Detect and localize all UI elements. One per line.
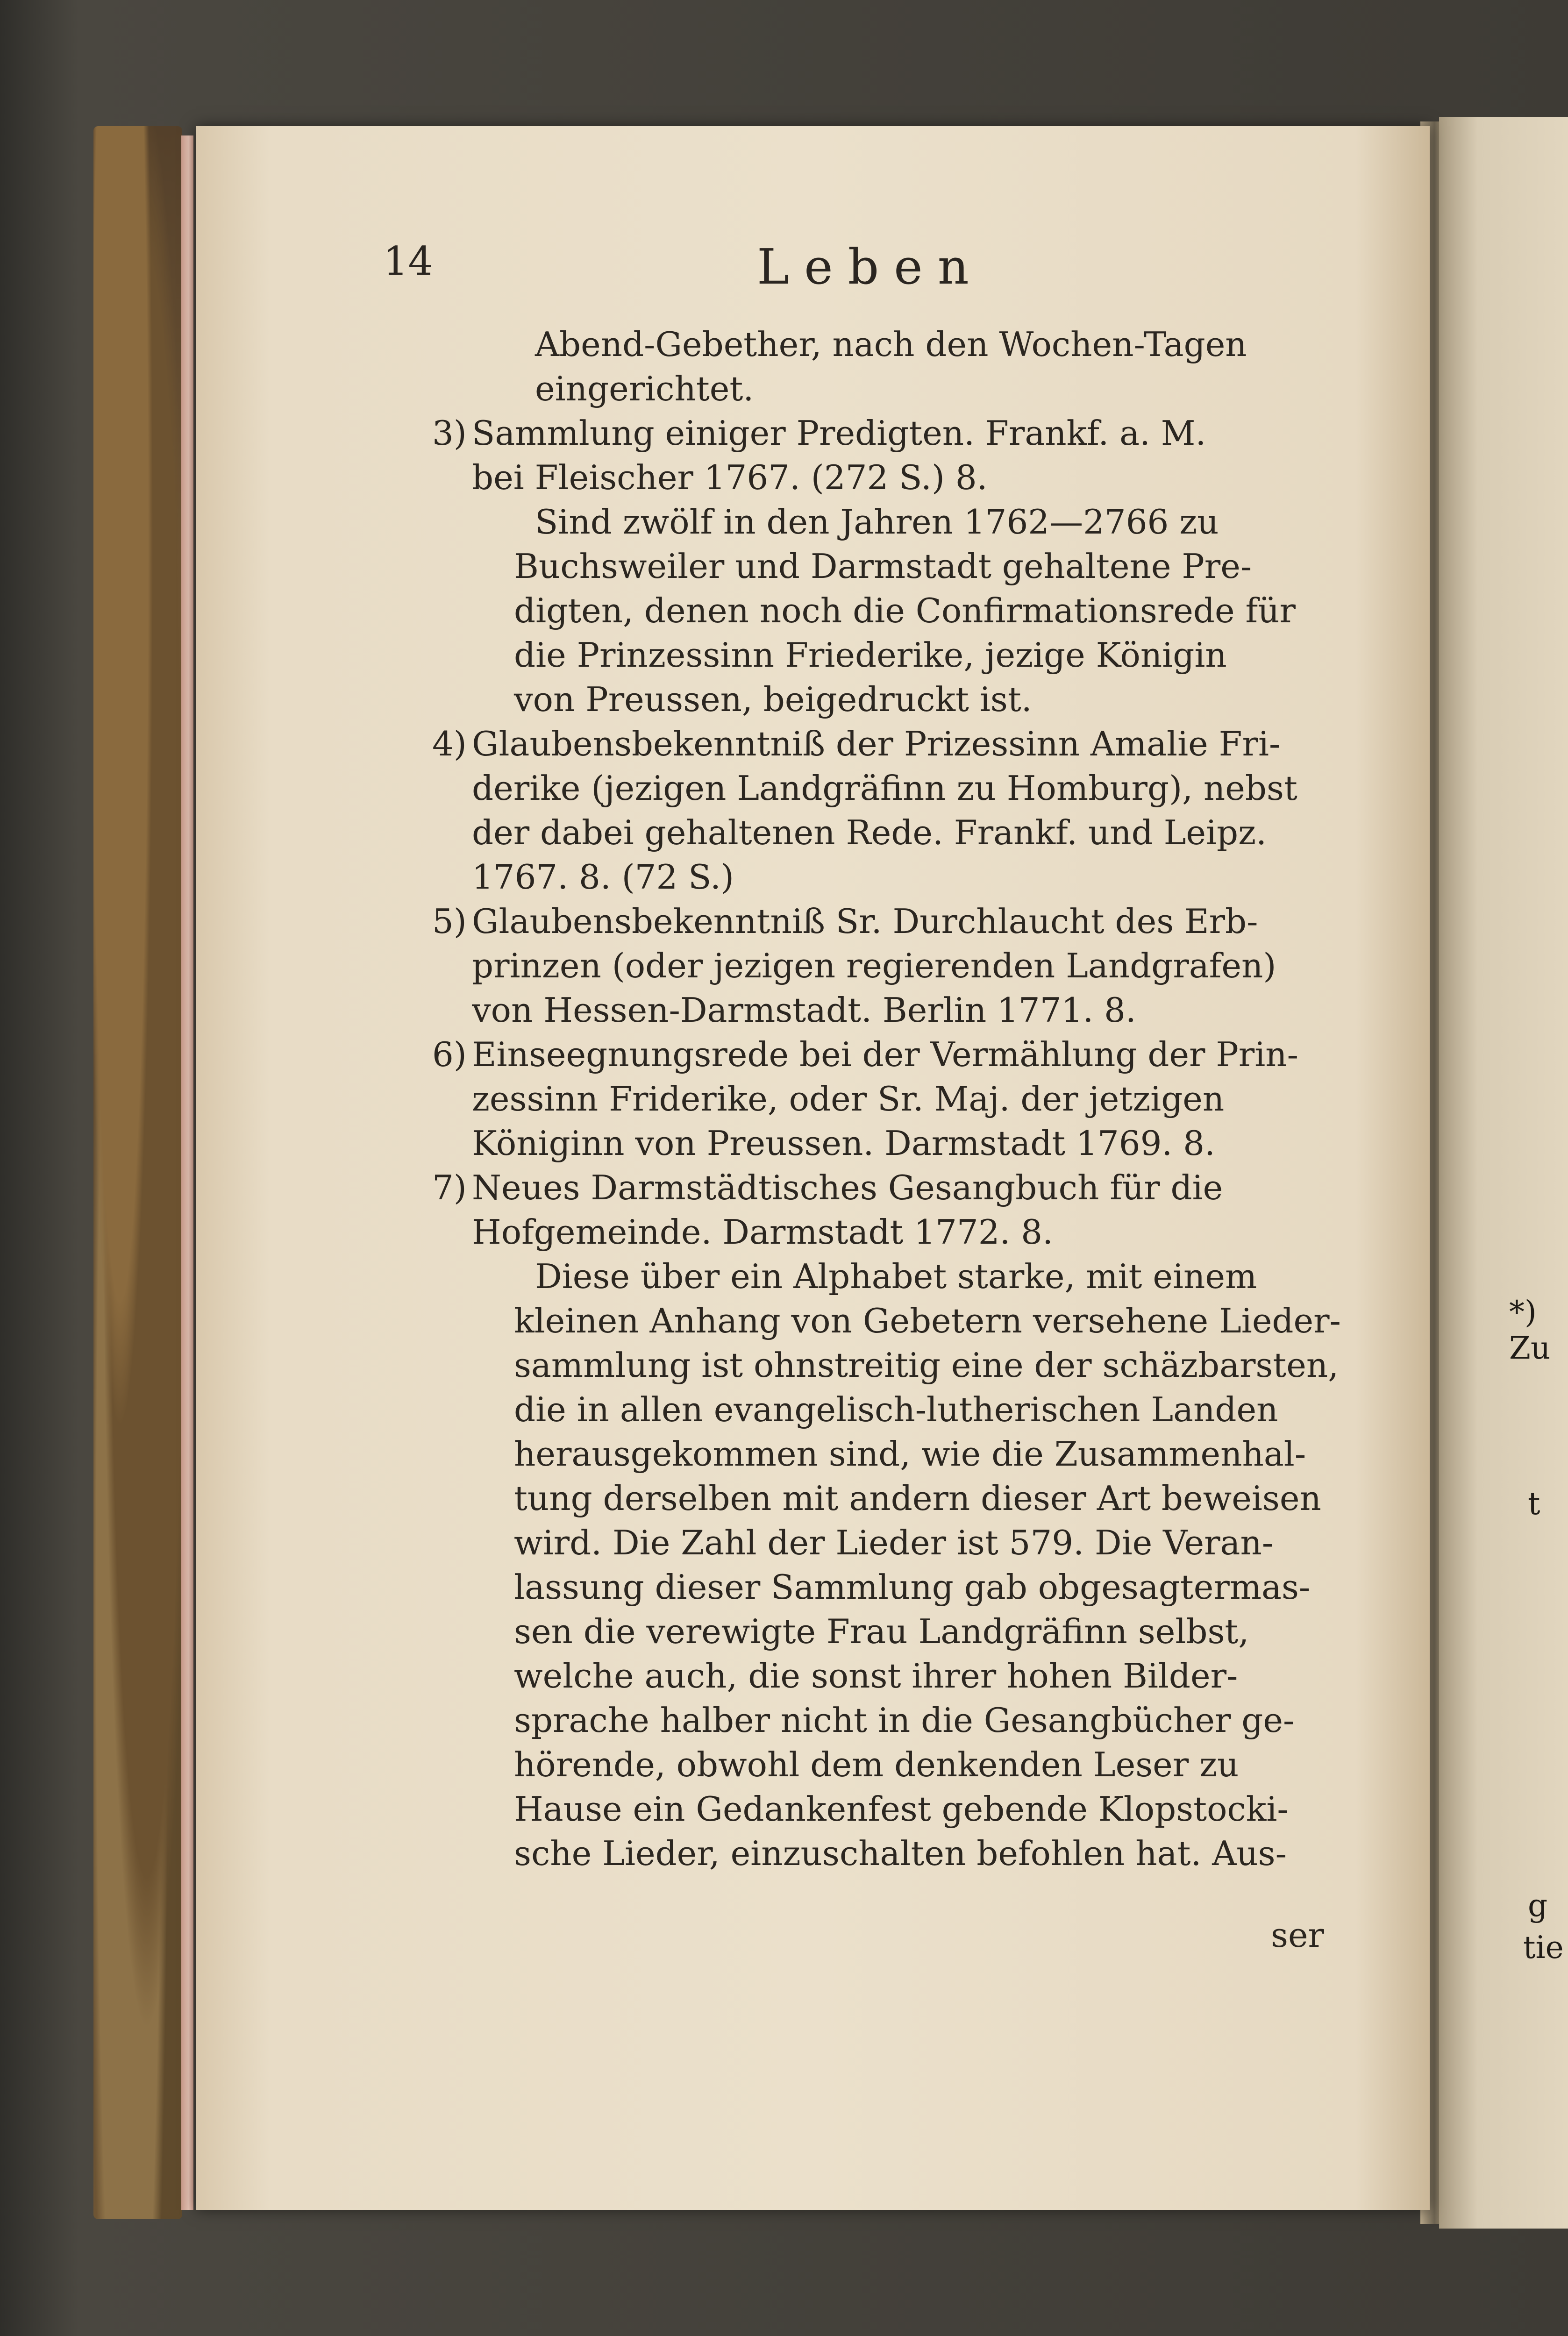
text-line: lassung dieser Sammlung gab obgesagtermas- bbox=[514, 1567, 1311, 1607]
item-number: 4) bbox=[432, 724, 467, 763]
facing-page-fragment: g bbox=[1528, 1887, 1548, 1923]
text-line: Abend-Gebether, nach den Wochen-Tagen bbox=[535, 325, 1247, 364]
facing-page-fragment: *) Zu bbox=[1509, 1294, 1551, 1366]
text-line: Hause ein Gedankenfest gebende Klopstocki- bbox=[514, 1789, 1289, 1829]
running-title: Leben bbox=[757, 238, 984, 295]
text-line: digten, denen noch die Confirmationsrede für bbox=[514, 591, 1296, 630]
text-line: der dabei gehaltenen Rede. Frankf. und Leipz. bbox=[472, 813, 1267, 852]
text-line: Königinn von Preussen. Darmstadt 1769. 8. bbox=[472, 1124, 1215, 1163]
text-line: zessinn Friderike, oder Sr. Maj. der jetzigen bbox=[472, 1079, 1225, 1118]
text-line: von Hessen-Darmstadt. Berlin 1771. 8. bbox=[472, 990, 1136, 1030]
text-line: welche auch, die sonst ihrer hohen Bilder- bbox=[514, 1656, 1238, 1695]
running-head bbox=[383, 238, 1355, 304]
text-line: tung derselben mit andern dieser Art beweisen bbox=[514, 1479, 1321, 1518]
text-line: Glaubensbekenntniß der Prizessinn Amalie Fri- bbox=[472, 724, 1281, 763]
facing-page-fragment: t bbox=[1528, 1486, 1540, 1522]
text-line: Sammlung einiger Predigten. Frankf. a. M. bbox=[472, 413, 1206, 453]
item-number: 6) bbox=[432, 1035, 467, 1074]
item-number: 3) bbox=[432, 413, 467, 453]
text-line: Neues Darmstädtisches Gesangbuch für die bbox=[472, 1168, 1223, 1207]
item-number: 7) bbox=[432, 1168, 467, 1207]
text-line: Einseegnungsrede bei der Vermählung der Prin- bbox=[472, 1035, 1298, 1074]
list-item-5 bbox=[432, 899, 1350, 944]
text-line: hörende, obwohl dem denkenden Leser zu bbox=[514, 1745, 1239, 1784]
body-text bbox=[432, 322, 1350, 1876]
text-line: die Prinzessinn Friederike, jezige Königin bbox=[514, 635, 1227, 675]
catchword: ser bbox=[1271, 1916, 1324, 1955]
item-number: 5) bbox=[432, 902, 467, 941]
text-line: Sind zwölf in den Jahren 1762—2766 zu bbox=[535, 502, 1219, 541]
text-line: sammlung ist ohnstreitig eine der schäzbarsten, bbox=[514, 1346, 1339, 1385]
text-line: bei Fleischer 1767. (272 S.) 8. bbox=[472, 458, 988, 497]
list-item-4 bbox=[432, 722, 1350, 766]
text-line: Hofgemeinde. Darmstadt 1772. 8. bbox=[472, 1212, 1054, 1252]
red-page-edge bbox=[181, 135, 193, 2210]
text-line: sprache halber nicht in die Gesangbücher ge- bbox=[514, 1701, 1295, 1740]
list-item-3 bbox=[432, 411, 1350, 456]
facing-page bbox=[1439, 117, 1568, 2229]
text-line: Glaubensbekenntniß Sr. Durchlaucht des Erb- bbox=[472, 902, 1258, 941]
text-line: sche Lieder, einzuschalten befohlen hat. Aus- bbox=[514, 1834, 1287, 1873]
text-line: prinzen (oder jezigen regierenden Landgrafen) bbox=[472, 946, 1276, 985]
text-line: derike (jezigen Landgräfinn zu Homburg), nebst bbox=[472, 769, 1297, 808]
text-line: 1767. 8. (72 S.) bbox=[472, 857, 734, 897]
text-line: Buchsweiler und Darmstadt gehaltene Pre- bbox=[514, 547, 1252, 586]
page-number: 14 bbox=[383, 238, 433, 284]
text-line: die in allen evangelisch-lutherischen Landen bbox=[514, 1390, 1278, 1429]
text-line: kleinen Anhang von Gebetern versehene Lieder- bbox=[514, 1301, 1341, 1340]
text-line: wird. Die Zahl der Lieder ist 579. Die Veran- bbox=[514, 1523, 1274, 1562]
text-line: von Preussen, beigedruckt ist. bbox=[514, 680, 1032, 719]
list-item-6 bbox=[432, 1033, 1350, 1077]
facing-page-fragment: tie bbox=[1523, 1930, 1564, 1966]
text-line: Diese über ein Alphabet starke, mit einem bbox=[535, 1257, 1257, 1296]
text-line: herausgekommen sind, wie die Zusammenhal- bbox=[514, 1434, 1306, 1474]
text-line: eingerichtet. bbox=[535, 369, 754, 408]
marbled-binding bbox=[93, 126, 182, 2219]
list-item-7 bbox=[432, 1166, 1350, 1210]
text-line: sen die verewigte Frau Landgräfinn selbst, bbox=[514, 1612, 1249, 1651]
